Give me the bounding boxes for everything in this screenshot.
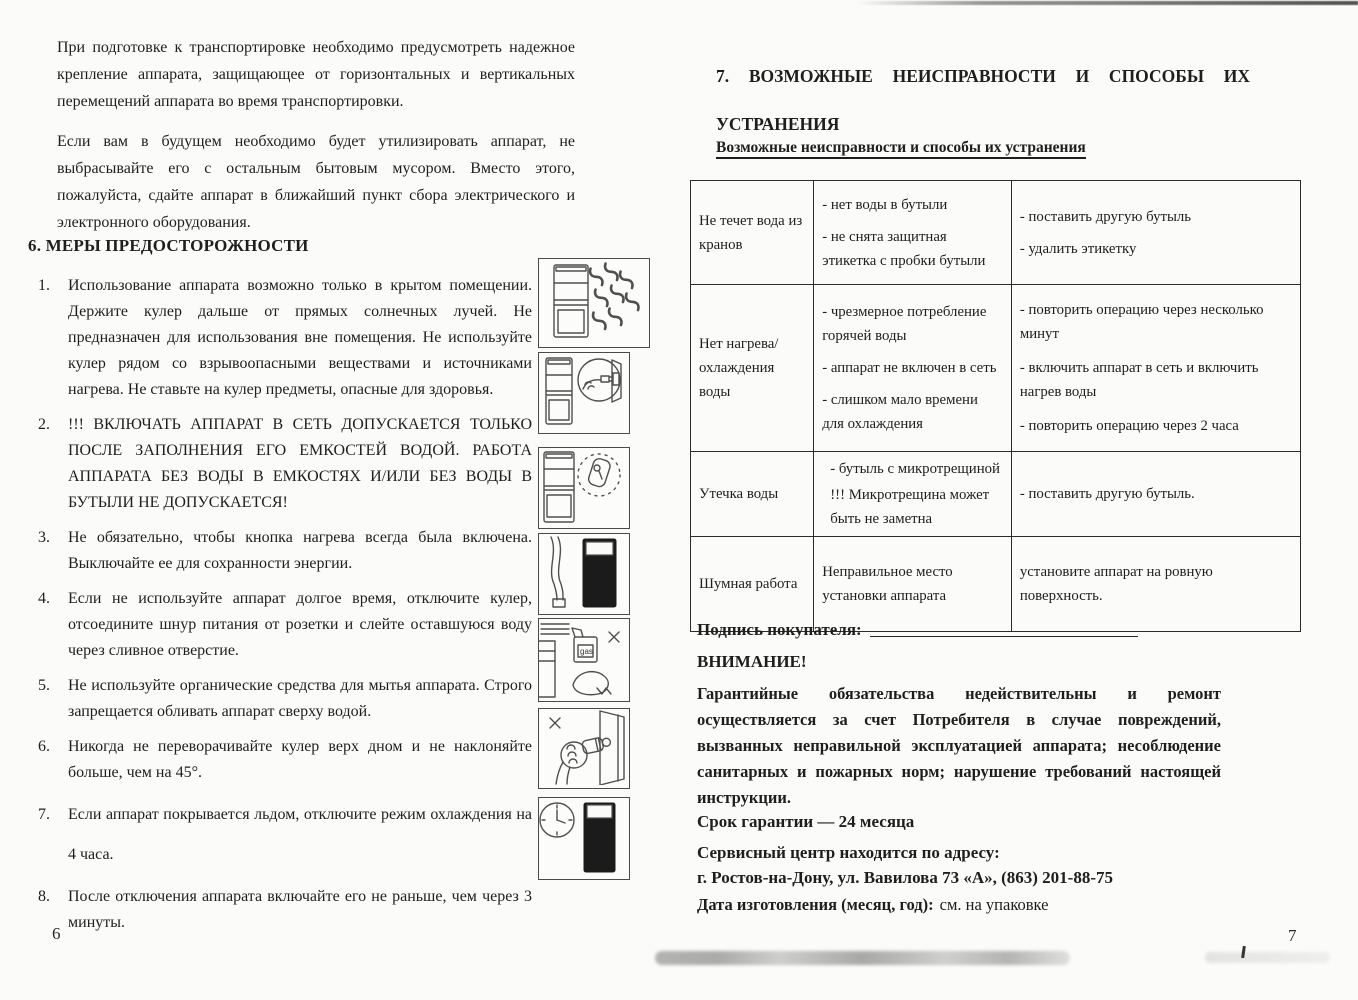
list-item-number: 5. — [38, 677, 50, 694]
list-item-text: !!! ВКЛЮЧАТЬ АППАРАТ В СЕТЬ ДОПУСКАЕТСЯ ТОЛЬКО ПОСЛЕ ЗАПОЛНЕНИЯ ЕГО ЕМКОСТЕЙ ВОДОЙ. РАБОТА АППАРАТА БЕЗ ВОДЫ В ЕМКОСТЯХ И/ИЛИ БЕЗ ВОДЫ В БУТЫЛИ НЕ ДОПУСКАЕТСЯ! — [68, 416, 532, 511]
list-item-number: 6. — [38, 738, 50, 755]
list-item-number: 8. — [38, 888, 50, 905]
list-item-number: 4. — [38, 590, 50, 607]
cooler-drain-cord-icon — [538, 533, 630, 615]
list-item — [38, 273, 532, 403]
cooler-plug-into-socket-icon — [538, 352, 630, 434]
manufacture-date-row — [697, 895, 1049, 915]
list-item — [38, 525, 532, 577]
precautions-list — [38, 273, 532, 945]
cell-line: - удалить этикетку — [1019, 240, 1137, 257]
cell-line: !!! Микротрещина может быть не заметна — [830, 487, 990, 527]
paragraph-transport: При подготовке к транспортировке необходимо предусмотреть надежное крепление аппарата, защищающее от горизонтальных и вертикальных перемещений аппарата во время транспортировки. — [57, 39, 575, 110]
list-item-number: 7. — [38, 806, 50, 823]
manufacture-date-value: см. на упаковке — [939, 895, 1049, 914]
list-item — [38, 884, 532, 936]
buyer-signature-label: Подпись покупателя: — [697, 620, 862, 639]
cause-cell — [814, 537, 1012, 632]
cell-line: Неправильное место установки аппарата — [822, 564, 953, 604]
list-item-text: Не используйте органические средства для мытья аппарата. Строго запрещается обливать аппарат сверху водой. — [68, 677, 532, 720]
cell-line: - повторить операцию через 2 часа — [1019, 418, 1239, 434]
cooler-no-organic-cleaners-icon — [538, 618, 630, 702]
problem-cell: Утечка воды — [691, 452, 814, 537]
cooler-wait-clock-icon — [538, 797, 630, 880]
cell-line: - слишком мало времени для охлаждения — [822, 392, 978, 432]
list-item — [38, 586, 532, 664]
list-item-text: Не обязательно, чтобы кнопка нагрева всегда была включена. Выключайте ее для сохранности энергии. — [68, 529, 532, 572]
cell-line: - поставить другую бутыль — [1019, 208, 1192, 225]
list-item — [38, 734, 532, 786]
page-number-left: 6 — [52, 924, 61, 943]
cell-line: - аппарат не включен в сеть — [822, 360, 997, 376]
warranty-text: Гарантийные обязательства недействительны и ремонт осуществляется за счет Потребителя в случае повреждений, вызванных неправильной эксплуатацией аппарата; несоблюдение санитарных и пожарных норм; нарушение требований настоящей инструкции. — [697, 684, 1221, 807]
list-item — [38, 795, 532, 875]
solution-cell — [1011, 181, 1300, 285]
signature-line — [870, 636, 1138, 637]
list-item-text: Использование аппарата возможно только в крытом помещении. Держите кулер дальше от прямых солнечных лучей. Не предназначен для использования вне помещения. Не используйте кулер рядом со взрывоопасными веществами и источниками нагрева. Не ставьте на кулер предметы, опасные для здоровья. — [68, 277, 532, 398]
table-row — [691, 285, 1301, 452]
list-item-text: Если не используйте аппарат долгое время, отключите кулер, отсоедините шнур питания от розетки и слейте оставшуюся воду через сливное отверстие. — [68, 590, 532, 659]
cell-line: - бутыль с микротрещиной — [830, 461, 1000, 477]
problem-cell: Шумная работа — [691, 537, 814, 632]
problem-cell: Нет нагрева/ охлаждения воды — [691, 285, 814, 452]
buyer-signature-row — [697, 620, 1138, 640]
troubleshooting-table — [690, 180, 1301, 632]
table-row — [691, 537, 1301, 632]
page-number-right: 7 — [1288, 926, 1297, 945]
attention-heading: ВНИМАНИЕ! — [697, 652, 807, 671]
list-item-number: 1. — [38, 277, 50, 294]
cooler-no-direct-sunlight-icon — [538, 258, 650, 348]
solution-cell — [1011, 537, 1300, 632]
cell-line: - не снята защитная этикетка с пробки бутыли — [822, 228, 986, 269]
gas-label: gas — [580, 647, 593, 656]
manufacture-date-label: Дата изготовления (месяц, год): — [697, 895, 934, 914]
solution-cell — [1011, 452, 1300, 537]
list-item-text: Никогда не переворачивайте кулер верх дном и не наклоняйте больше, чем на 45°. — [68, 738, 532, 781]
cell-line: установите аппарат на ровную поверхность. — [1019, 564, 1213, 604]
table-row — [691, 181, 1301, 285]
section-title-troubleshooting: 7. ВОЗМОЖНЫЕ НЕИСПРАВНОСТИ И СПОСОБЫ ИХ УСТРАНЕНИЯ — [716, 66, 1250, 134]
service-center-label: Сервисный центр находится по адресу: — [697, 843, 1000, 862]
list-item-text: Если аппарат покрывается льдом, отключите режим охлаждения на 4 часа. — [68, 806, 532, 863]
cell-line: - чрезмерное потребление горячей воды — [822, 304, 987, 344]
warranty-period: Срок гарантии — 24 месяца — [697, 812, 915, 831]
intro-paragraphs — [57, 34, 575, 236]
cause-cell — [814, 452, 1012, 537]
cell-line: - поставить другую бутыль. — [1019, 486, 1195, 502]
service-center-address: г. Ростов-на-Дону, ул. Вавилова 73 «А», (863) 201-88-75 — [697, 868, 1113, 887]
table-row — [691, 452, 1301, 537]
scan-artifact-top-edge — [856, 1, 1358, 5]
solution-cell — [1011, 285, 1300, 452]
scan-artifact-bottom-smudge — [655, 951, 1070, 965]
cause-cell — [814, 285, 1012, 452]
cell-line: - включить аппарат в сеть и включить нагрев воды — [1019, 360, 1259, 400]
list-item-number: 3. — [38, 529, 50, 546]
list-item-number: 2. — [38, 416, 50, 433]
list-item — [38, 412, 532, 516]
list-item — [38, 673, 532, 725]
cell-line: - нет воды в бутыли — [822, 196, 948, 213]
cooler-do-not-pour-water-icon — [538, 708, 630, 789]
cooler-wait-timer-icon — [538, 447, 630, 529]
table-caption: Возможные неисправности и способы их устранения — [716, 139, 1086, 157]
section-title-precautions: 6. МЕРЫ ПРЕДОСТОРОЖНОСТИ — [28, 236, 309, 255]
cell-line: - повторить операцию через несколько минут — [1019, 302, 1264, 342]
scan-artifact-bottom-smudge-2 — [1205, 952, 1330, 963]
list-item-text: После отключения аппарата включайте его не раньше, чем через 3 минуты. — [68, 888, 532, 931]
problem-cell: Не течет вода из кранов — [691, 181, 814, 285]
cause-cell — [814, 181, 1012, 285]
paragraph-disposal: Если вам в будущем необходимо будет утилизировать аппарат, не выбрасывайте его с остальным бытовым мусором. Вместо этого, пожалуйста, сдайте аппарат в ближайший пункт сбора электрического и электронного оборудования. — [57, 133, 575, 231]
